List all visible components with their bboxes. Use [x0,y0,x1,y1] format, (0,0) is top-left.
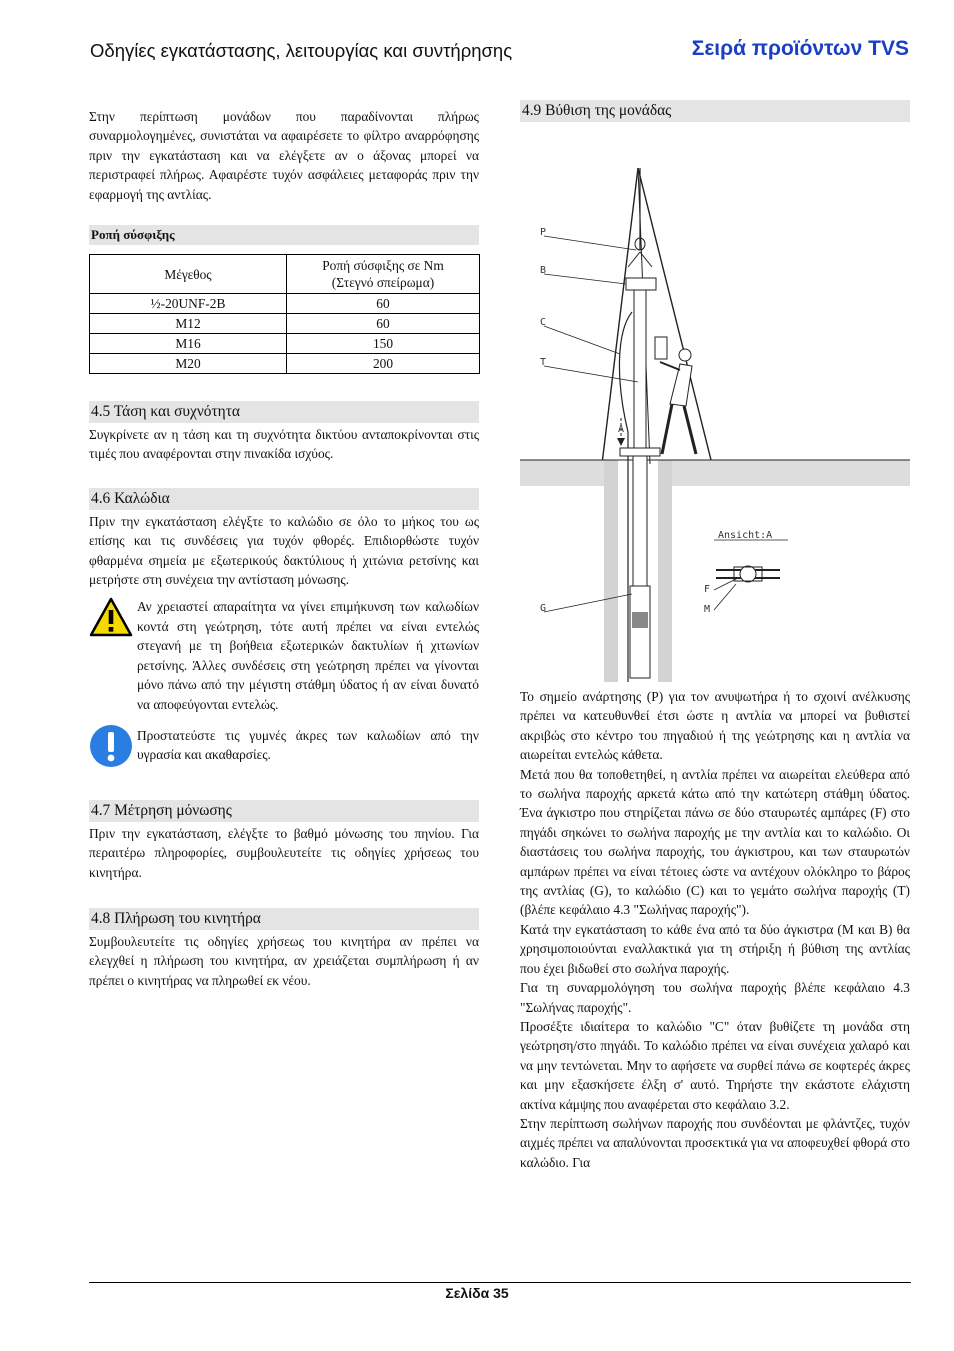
table-cell-size: M12 [90,314,287,334]
torque-heading: Ροπή σύσφιξης [89,225,479,245]
label-F: F [704,584,711,595]
warning-note [89,597,479,713]
table-cell-torque: 150 [287,334,480,354]
left-column [89,100,479,990]
label-view: Ansicht:A [718,530,773,541]
figure-paragraph-3: Κατά την εγκατάσταση το κάθε ένα από τα δύο άγκιστρα (M και B) θα χρησιμοποιούνται εναλλακτικά για τη στήριξη ή βύθιση της αντλίας που έχει βιδωθεί στο σωλήνα παροχής. [520,921,910,976]
section-4-7-text: Πριν την εγκατάσταση, ελέγξτε το βαθμό μόνωσης του πηνίου. Για περαιτέρω πληροφορίες, συμβουλευτείτε τις οδηγίες χρήσεως του κινητήρα. [89,825,479,880]
detail-view-A [716,566,780,582]
table-cell-torque: 60 [287,294,480,314]
info-icon [89,724,133,773]
installation-figure [520,142,910,687]
header-doc-title: Οδηγίες εγκατάστασης, λειτουργίας και συντήρησης [90,40,513,61]
upper-clamp-B [626,278,656,290]
table-header-torque-line2: (Στεγνό σπείρωμα) [331,275,435,291]
table-cell-size: ½-20UNF-2B [90,294,287,314]
section-4-6-title: 4.6 Καλώδια [89,488,479,510]
label-C: C [540,317,547,328]
table-cell-torque: 200 [287,354,480,374]
table-row [90,294,480,314]
label-G: G [540,603,547,614]
page-number: Σελίδα 35 [445,1285,509,1301]
section-4-5-title: 4.5 Τάση και συχνότητα [89,401,479,423]
table-row [90,314,480,334]
ground-left [520,460,616,486]
figure-paragraph-6: Στην περίπτωση σωλήνων παροχής που συνδέονται με φλάντζες, τυχόν αιχμές πρέπει να απαλύνονται προσεκτικά για να αποφευχθεί φθορά στο καλώδιο. Για [520,1115,910,1170]
label-T: T [540,357,547,368]
figure-paragraph-1: Το σημείο ανάρτησης (P) για τον ανυψωτήρα ή το σχοινί ανέλκυσης πρέπει να κατευθυνθεί έτσι ώστε η αντλία να μπορεί να βυθιστεί ακριβώς στο κέντρο του πηγαδιού ή της γεώτρησης και η αντλία να αιωρείται εντελώς κάθετα. [520,689,910,763]
table-row [90,354,480,374]
table-cell-torque: 60 [287,314,480,334]
well-wall-right [658,460,672,682]
warning-text: Αν χρειαστεί απαραίτητα να γίνει επιμήκυνση των καλωδίων κοντά στη γεώτρηση, τότε αυτή πρέπει να είναι εντελώς στεγανή με τη βοήθεια εξωτερικών δακτυλίων ή χιτωνίων ρετσίνης. Άλλες συνδέσεις στη γεώτρηση πρέπει να γίνονται μόνο πάνω από την μέγιστη στάθμη ύδατος ή αν είναι δυνατό να αποφεύγονται εντελώς. [137,599,479,712]
tripod-leg [602,168,638,464]
figure-paragraph-5: Προσέξτε ιδιαίτερα το καλώδιο "C" όταν βυθίζετε τη μονάδα στη γεώτρηση/στο πηγάδι. Το καλώδιο πρέπει να είναι συνέχεια χαλαρό και να μην τεντώνεται. Μην το αφήσετε να συρθεί πάνω σε κοφτερές άκρες και μην εξασκήσετε έλξη σ' αυτό. Τηρήστε την εκάστοτε ελάχιστη ακτίνα κάμψης που αναφέρεται στο κεφάλαιο 3.2. [520,1018,910,1112]
figure-paragraph-4: Για τη συναρμολόγηση του σωλήνα παροχής βλέπε κεφάλαιο 4.3 "Σωλήνας παροχής". [520,980,910,1015]
label-A: A [618,424,625,435]
section-4-5-text: Συγκρίνετε αν η τάση και τη συχνότητα δικτύου ανταποκρίνονται στις τιμές που αναφέρονται στην πινακίδα ισχύος. [89,427,479,462]
label-B: B [540,265,547,276]
table-cell-size: M20 [90,354,287,374]
section-4-8-text: Συμβουλευτείτε τις οδηγίες χρήσεως του κινητήρα αν πρέπει να ελεγχθεί η πλήρωση του κινητήρα, αν χρειάζεται συμπλήρωση ή αν πρέπει ο κινητήρας να πληρωθεί εκ νέου. [89,933,479,988]
borehole-diagram [520,142,910,687]
worker-figure [655,337,696,454]
table-cell-size: M16 [90,334,287,354]
label-M: M [704,604,711,615]
figure-paragraph-2: Μετά που θα τοποθετηθεί, η αντλία πρέπει να αιωρείται ελεύθερα από το σωλήνα παροχής αρκετά κάτω από την κατώτερη στάθμη ύδατος. Ένα άγκιστρο που στηρίζεται πάνω σε δύο σταυρωτές αμπάρες (F) στο πηγάδι σηκώνει το σωλήνα παροχής με την αντλία και το καλώδιο. Οι διαστάσεις του σωλήνα παροχής, του άγκιστρου, και των σταυρωτών αμπάρων πρέπει να είναι τέτοιες ώστε να αντέχουν ολόκληρο το βάρος της αντλίας (G), το καλώδιο (C) και το γεμάτο σωλήνα παροχής (T) (βλέπε κεφάλαιο 4.3 "Σωλήνας παροχής"). [520,766,910,918]
section-4-7-title: 4.7 Μέτρηση μόνωσης [89,800,479,822]
delivery-pipe [634,290,646,454]
tripod-leg [638,168,712,464]
warning-icon [89,597,133,642]
lower-clamp-M [620,448,660,456]
table-header-torque-line1: Ροπή σύσφιξης σε Nm [322,258,444,274]
info-note [89,726,479,765]
info-text: Προστατεύστε τις γυμνές άκρες των καλωδίων από την υγρασία και ακαθαρσίες. [137,727,479,763]
pump-G [630,586,650,678]
label-P: P [540,227,547,238]
ground-right [670,460,910,486]
header-series-title: Σειρά προϊόντων TVS [691,37,909,60]
table-header-torque [287,255,480,294]
table-header-size: Μέγεθος [90,255,287,294]
table-row [90,334,480,354]
intro-paragraph: Στην περίπτωση μονάδων που παραδίνονται πλήρως συναρμολογημένες, συνιστάται να αφαιρέσετε το φίλτρο αναρρόφησης πριν την εγκατάσταση και να ελέγξετε αν ο άξονας μπορεί να περιστραφεί πλήρως. Αφαιρέστε τυχόν ασφάλειες μεταφοράς πριν την εφαρμογή της αντλίας. [89,109,479,202]
right-column [520,100,910,1172]
section-4-8-title: 4.8 Πλήρωση του κινητήρα [89,908,479,930]
table-header-row [90,255,480,294]
section-4-9-title: 4.9 Βύθιση της μονάδας [520,100,910,122]
well-wall-left [604,460,618,682]
footer-divider [89,1282,911,1283]
section-4-6-text: Πριν την εγκατάσταση ελέγξτε το καλώδιο σε όλο το μήκος του ως επίσης και τις συνδέσεις για τυχόν φθορές. Επιδιορθώστε τυχόν φθαρμένα σημεία με εξωτερικούς δακτύλιους ή χιτώνια ρετσίνης και μετρήστε στη συνέχεια την αντίσταση μόνωσης. [89,513,479,588]
submerged-pipe [633,456,647,586]
torque-table [89,254,480,374]
